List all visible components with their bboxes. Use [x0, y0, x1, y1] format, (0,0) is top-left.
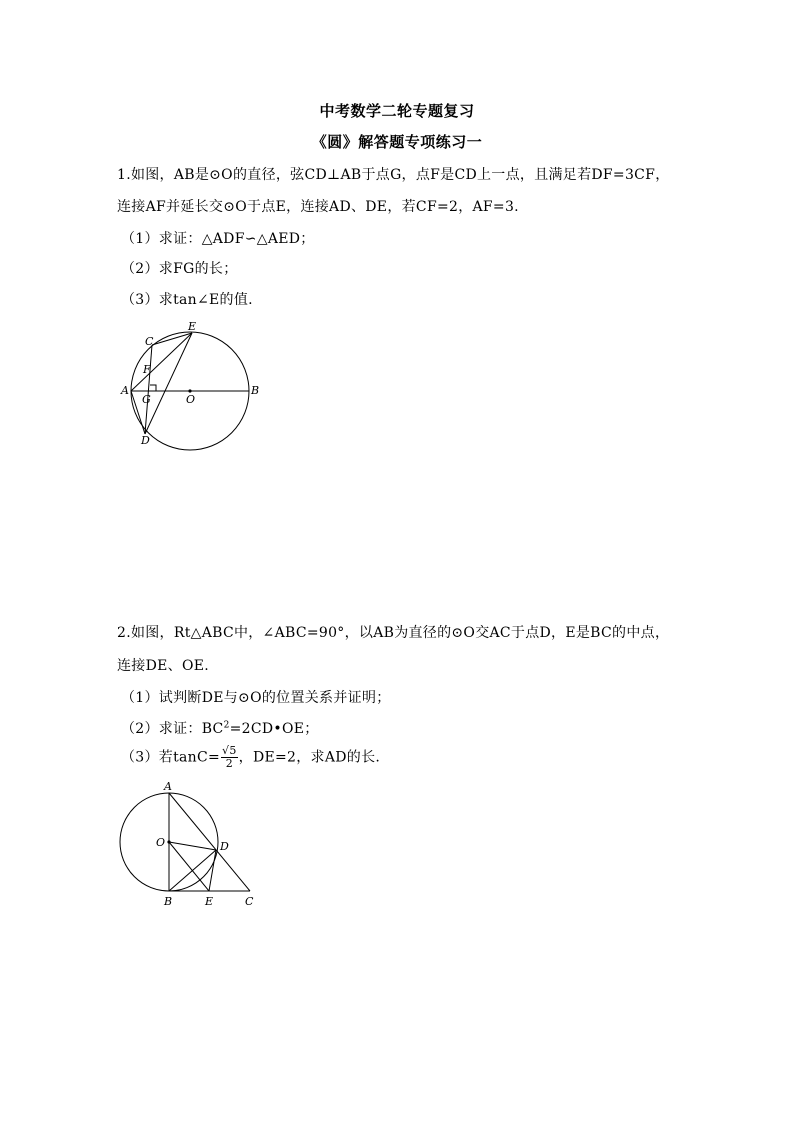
label-o: O — [186, 393, 196, 406]
label-a: A — [164, 780, 172, 793]
problem2-question3-prefix: （3）若tanC= — [121, 749, 221, 766]
center-point-o — [167, 840, 170, 843]
problem2-statement-line2: 连接DE、OE. — [117, 658, 209, 674]
label-d: D — [141, 434, 150, 447]
label-f: F — [143, 363, 151, 376]
label-o: O — [156, 836, 166, 849]
label-d: D — [220, 840, 229, 853]
label-b: B — [251, 384, 260, 397]
problem2-question2-suffix: =2CD•OE； — [229, 721, 319, 737]
label-e: E — [205, 895, 214, 908]
page-title: 中考数学二轮专题复习 — [319, 102, 475, 120]
label-c: C — [245, 895, 254, 908]
problem1-question1: （1）求证：△ADF∽△AED； — [121, 231, 315, 247]
problem2-figure — [112, 778, 262, 908]
problem1-statement-line1: 1.如图，AB是⊙O的直径，弦CD⊥AB于点G，点F是CD上一点，且满足若DF=3CF， — [117, 167, 670, 183]
problem2-question2-exponent: 2 — [223, 720, 230, 731]
segment-oe — [169, 842, 209, 891]
right-angle-mark — [150, 385, 156, 391]
problem2-question3-suffix: ，DE=2，求AD的长. — [238, 749, 381, 766]
label-c: C — [145, 335, 154, 348]
label-b: B — [164, 895, 173, 908]
fraction-numerator: √5 — [222, 744, 237, 757]
problem2-question3 — [121, 745, 380, 770]
problem1-question2: （2）求FG的长； — [121, 261, 238, 277]
problem2-statement-line1: 2.如图，Rt△ABC中，∠ABC=90°，以AB为直径的⊙O交AC于点D，E是BC的中点， — [117, 625, 670, 641]
segment-od — [169, 842, 216, 850]
fraction-denominator: 2 — [225, 757, 233, 770]
problem1-statement-line2: 连接AF并延长交⊙O于点E，连接AD、DE，若CF=2，AF=3. — [117, 199, 519, 215]
segment-de — [209, 850, 216, 891]
problem1-figure — [115, 318, 265, 453]
label-a: A — [121, 384, 129, 397]
problem2-question2 — [121, 718, 319, 738]
problem2-question2-prefix: （2）求证：BC — [121, 721, 224, 737]
label-g: G — [142, 393, 151, 406]
problem1-question3: （3）求tan∠E的值. — [121, 292, 253, 308]
problem2-question1: （1）试判断DE与⊙O的位置关系并证明； — [121, 690, 391, 706]
label-e: E — [188, 320, 197, 333]
page-subtitle: 《圆》解答题专项练习一 — [311, 133, 483, 151]
fraction-sqrt5-over-2 — [221, 745, 238, 770]
segment-ac — [169, 793, 250, 891]
